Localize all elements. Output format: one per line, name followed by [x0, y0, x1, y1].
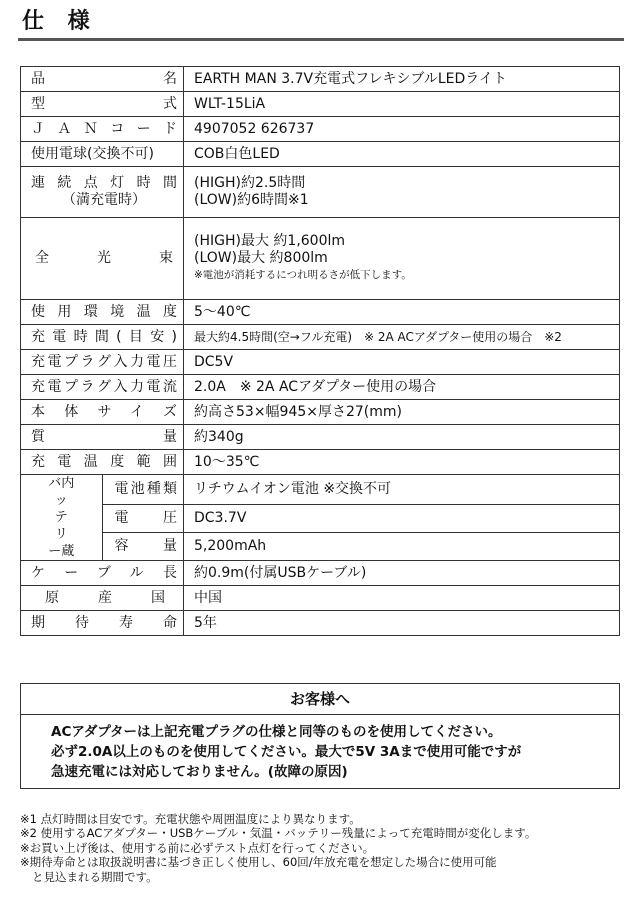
spec-label-line: 連続点灯時間	[31, 175, 177, 191]
spec-row-charge-temp	[21, 450, 620, 475]
spec-value: 最大約4.5時間(空→フル充電) ※ 2A ACアダプター使用の場合 ※2	[184, 325, 620, 350]
spec-value: 約0.9m(付属USBケーブル)	[184, 561, 620, 586]
spec-value: 5〜40℃	[184, 300, 620, 325]
footnote: ※期待寿命とは取扱説明書に基づき正しく使用し、60回/年放充電を想定した場合に使用可能	[20, 855, 497, 870]
spec-row-battery-voltage	[21, 505, 620, 533]
spec-row-origin	[21, 586, 620, 611]
spec-row-battery-type	[21, 475, 620, 505]
spec-label: 充電時間(目安)	[21, 325, 184, 350]
customer-notice-body	[21, 715, 619, 782]
spec-label: 充電温度範囲	[21, 450, 184, 475]
spec-value: 10〜35℃	[184, 450, 620, 475]
customer-notice-line: ACアダプターは上記充電プラグの仕様と同等のものを使用してください。	[51, 724, 502, 740]
spec-label: 品 名	[21, 67, 184, 92]
spec-row-input-current	[21, 375, 620, 400]
customer-notice-line: 必ず2.0A以上のものを使用してください。最大で5V 3Aまで使用可能ですが	[51, 744, 522, 760]
spec-row-charge-time	[21, 325, 620, 350]
spec-value: 5年	[184, 611, 620, 636]
spec-label: 容量	[102, 533, 184, 561]
spec-label: 使用電球(交換不可)	[21, 142, 184, 167]
spec-label: 電圧	[102, 505, 184, 533]
spec-row-input-voltage	[21, 350, 620, 375]
spec-value: WLT-15LiA	[184, 92, 620, 117]
spec-row-size	[21, 400, 620, 425]
spec-label: 充電プラグ入力電流	[21, 375, 184, 400]
spec-value	[184, 218, 620, 300]
spec-row-operating-temp	[21, 300, 620, 325]
spec-label: 型 式	[21, 92, 184, 117]
spec-label: 全光束	[21, 218, 184, 300]
spec-table	[20, 66, 620, 636]
footnotes	[20, 812, 624, 884]
spec-value: DC5V	[184, 350, 620, 375]
spec-value: COB白色LED	[184, 142, 620, 167]
spec-value: DC3.7V	[184, 505, 620, 533]
spec-row-jan	[21, 117, 620, 142]
spec-label: ＪＡＮコード	[21, 117, 184, 142]
spec-label: 電池種類	[102, 475, 184, 505]
spec-label: 使用環境温度	[21, 300, 184, 325]
spec-value-line: (HIGH)最大 約1,600lm	[194, 233, 346, 249]
spec-note: ※電池が消耗するにつれ明るさが低下します。	[194, 269, 412, 281]
footnote: ※2 使用するACアダプター・USBケーブル・気温・バッテリー残量によって充電時間が変化します。	[20, 826, 537, 841]
battery-group-label-line: ッ	[54, 493, 68, 508]
spec-value-line: (LOW)約6時間※1	[194, 192, 309, 208]
spec-label: 原産国	[21, 586, 184, 611]
spec-value: 4907052 626737	[184, 117, 620, 142]
spec-row-bulb	[21, 142, 620, 167]
spec-value	[184, 167, 620, 218]
section-title: 仕 様	[22, 9, 98, 34]
spec-row-battery-capacity	[21, 533, 620, 561]
spec-label: 質量	[21, 425, 184, 450]
spec-row-lumen	[21, 218, 620, 300]
spec-value: 5,200mAh	[184, 533, 620, 561]
spec-row-model	[21, 92, 620, 117]
spec-value: 約高さ53×幅945×厚さ27(mm)	[184, 400, 620, 425]
battery-group-label-line: ー蔵	[48, 544, 75, 559]
spec-row-product-name	[21, 67, 620, 92]
spec-value-line: (LOW)最大 約800lm	[194, 250, 328, 266]
battery-group-label-line: テ	[54, 510, 68, 525]
footnote: と見込まれる期間です。	[32, 869, 158, 884]
spec-value: 中国	[184, 586, 620, 611]
customer-notice-box	[20, 683, 620, 789]
spec-value: リチウムイオン電池 ※交換不可	[184, 475, 620, 505]
battery-group-label-line: バ内	[48, 476, 75, 491]
spec-value: EARTH MAN 3.7V充電式フレキシブルLEDライト	[184, 67, 620, 92]
footnote: ※1 点灯時間は目安です。充電状態や周囲温度により異なります。	[20, 812, 361, 826]
spec-label: 期待寿命	[21, 611, 184, 636]
title-rule	[18, 38, 624, 41]
spec-value: 約340g	[184, 425, 620, 450]
spec-row-weight	[21, 425, 620, 450]
battery-group-label-line: リ	[54, 527, 68, 542]
spec-row-runtime	[21, 167, 620, 218]
spec-row-cable	[21, 561, 620, 586]
spec-label-line: （満充電時）	[62, 192, 146, 208]
customer-notice-line: 急速充電には対応しておりません。(故障の原因)	[51, 764, 348, 780]
spec-label: 充電プラグ入力電圧	[21, 350, 184, 375]
battery-group-label	[21, 475, 103, 561]
spec-label: ケーブル長	[21, 561, 184, 586]
spec-value-line: (HIGH)約2.5時間	[194, 175, 306, 191]
spec-label	[21, 167, 184, 218]
footnote: ※お買い上げ後は、使用する前に必ずテスト点灯を行ってください。	[20, 840, 375, 855]
customer-notice-title: お客様へ	[21, 684, 619, 715]
spec-label: 本体サイズ	[21, 400, 184, 425]
spec-row-lifetime	[21, 611, 620, 636]
spec-value: 2.0A ※ 2A ACアダプター使用の場合	[184, 375, 620, 400]
